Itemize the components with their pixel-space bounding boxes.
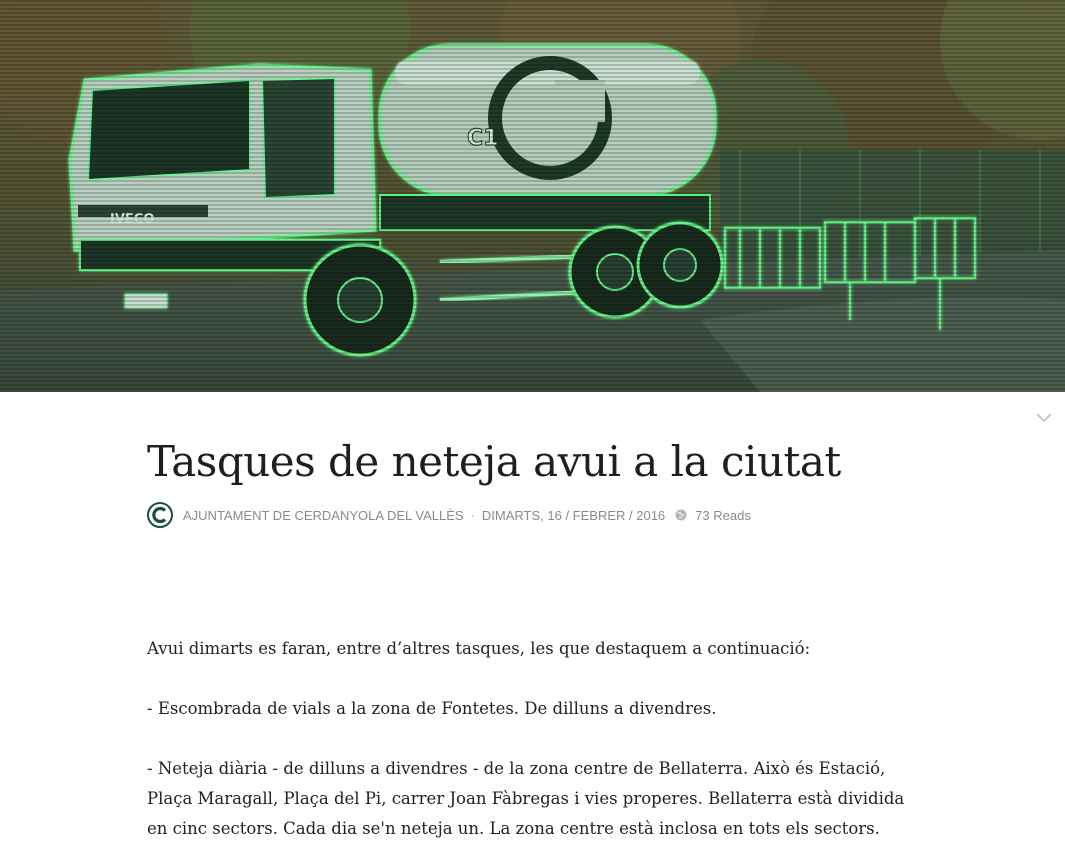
post-meta — [147, 500, 751, 530]
hero-truck-illustration — [0, 0, 1065, 392]
body-paragraph: - Escombrada de vials a la zona de Fontetes. De dilluns a divendres. — [147, 699, 717, 718]
post-author-link[interactable]: AJUNTAMENT DE CERDANYOLA DEL VALLÈS — [183, 507, 464, 523]
post-reads-count: 73 Reads — [695, 507, 751, 523]
post-body — [147, 634, 927, 855]
body-paragraph: - Neteja diària - de dilluns a divendres - de la zona centre de Bellaterra. Això és Estació, Plaça Maragall, Plaça del Pi, carrer Joan Fàbregas i vies properes. Bellaterra està dividida en cinc sectors. Cada dia se'n neteja un. La zona centre està inclosa en tots els sectors. — [147, 759, 905, 838]
post-date: DIMARTS, 16 / FEBRER / 2016 — [481, 507, 666, 523]
meta-separator: · — [470, 507, 475, 523]
post-title: Tasques de neteja avui a la ciutat — [147, 437, 841, 486]
globe-icon — [675, 509, 687, 521]
chevron-down-icon[interactable] — [1034, 408, 1054, 428]
body-paragraph: Avui dimarts es faran, entre d’altres tasques, les que destaquem a continuació: — [147, 639, 811, 658]
hero-image — [0, 0, 1065, 392]
ajuntament-logo-icon[interactable] — [147, 502, 173, 528]
